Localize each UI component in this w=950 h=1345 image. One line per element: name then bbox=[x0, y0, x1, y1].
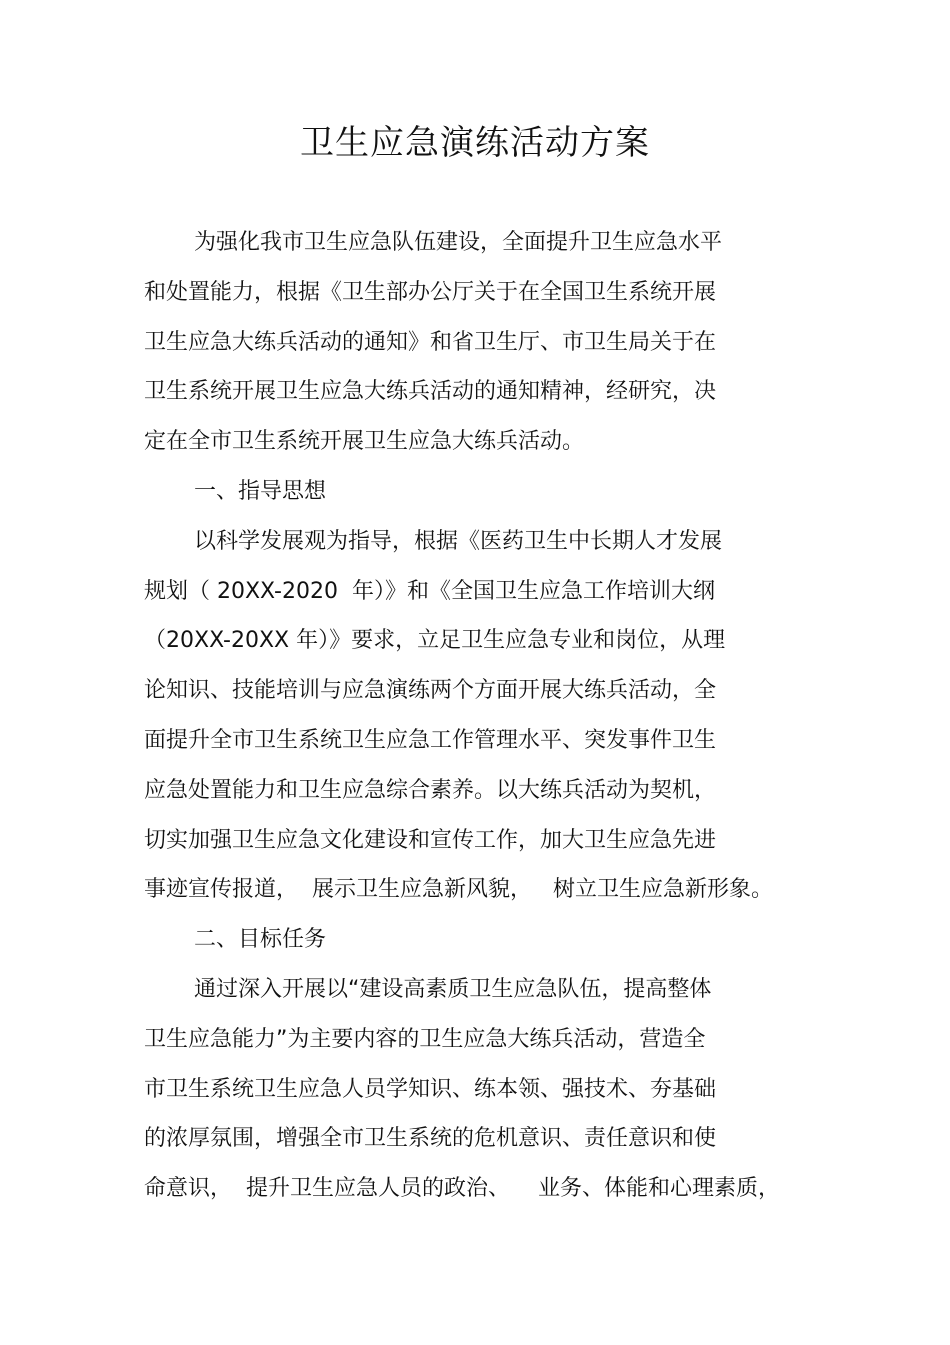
paragraph-line: 定在全市卫生系统开展卫生应急大练兵活动。 bbox=[144, 429, 585, 455]
section-heading: 二、目标任务 bbox=[194, 927, 327, 953]
paragraph-line: 卫生应急能力”为主要内容的卫生应急大练兵活动，营造全 bbox=[144, 1026, 706, 1052]
paragraph-line: 的浓厚氛围，增强全市卫生系统的危机意识、责任意识和使 bbox=[144, 1126, 717, 1152]
section-heading: 一、指导思想 bbox=[194, 478, 327, 504]
document-body bbox=[144, 218, 804, 1214]
paragraph-line: （20XX-20XX 年）》要求，立足卫生应急专业和岗位，从理 bbox=[144, 628, 726, 654]
paragraph-line: 规划（ 20XX-2020 年）》和《全国卫生应急工作培训大纲 bbox=[144, 578, 715, 604]
paragraph-line: 为强化我市卫生应急队伍建设，全面提升卫生应急水平 bbox=[194, 230, 723, 255]
paragraph-line: 切实加强卫生应急文化建设和宣传工作，加大卫生应急先进 bbox=[144, 827, 717, 853]
paragraph-line: 以科学发展观为指导，根据《医药卫生中长期人才发展 bbox=[194, 528, 723, 554]
paragraph-line: 事迹宣传报道， 展示卫生应急新风貌， 树立卫生应急新形象。 bbox=[144, 877, 773, 903]
paragraph-line: 面提升全市卫生系统卫生应急工作管理水平、突发事件卫生 bbox=[144, 727, 717, 753]
document-title: 卫生应急演练活动方案 bbox=[300, 123, 650, 163]
paragraph-line: 命意识， 提升卫生应急人员的政治、 业务、体能和心理素质， bbox=[144, 1176, 780, 1202]
paragraph-line: 卫生系统开展卫生应急大练兵活动的通知精神，经研究，决 bbox=[144, 379, 717, 405]
paragraph-line: 通过深入开展以“建设高素质卫生应急队伍，提高整体 bbox=[194, 976, 712, 1002]
paragraph-line: 卫生应急大练兵活动的通知》和省卫生厅、市卫生局关于在 bbox=[144, 329, 717, 355]
paragraph-line: 应急处置能力和卫生应急综合素养。以大练兵活动为契机， bbox=[144, 777, 717, 803]
paragraph-line: 论知识、技能培训与应急演练两个方面开展大练兵活动，全 bbox=[144, 678, 717, 704]
paragraph-line: 和处置能力，根据《卫生部办公厅关于在全国卫生系统开展 bbox=[144, 279, 717, 305]
paragraph-line: 市卫生系统卫生应急人员学知识、练本领、强技术、夯基础 bbox=[144, 1076, 717, 1102]
